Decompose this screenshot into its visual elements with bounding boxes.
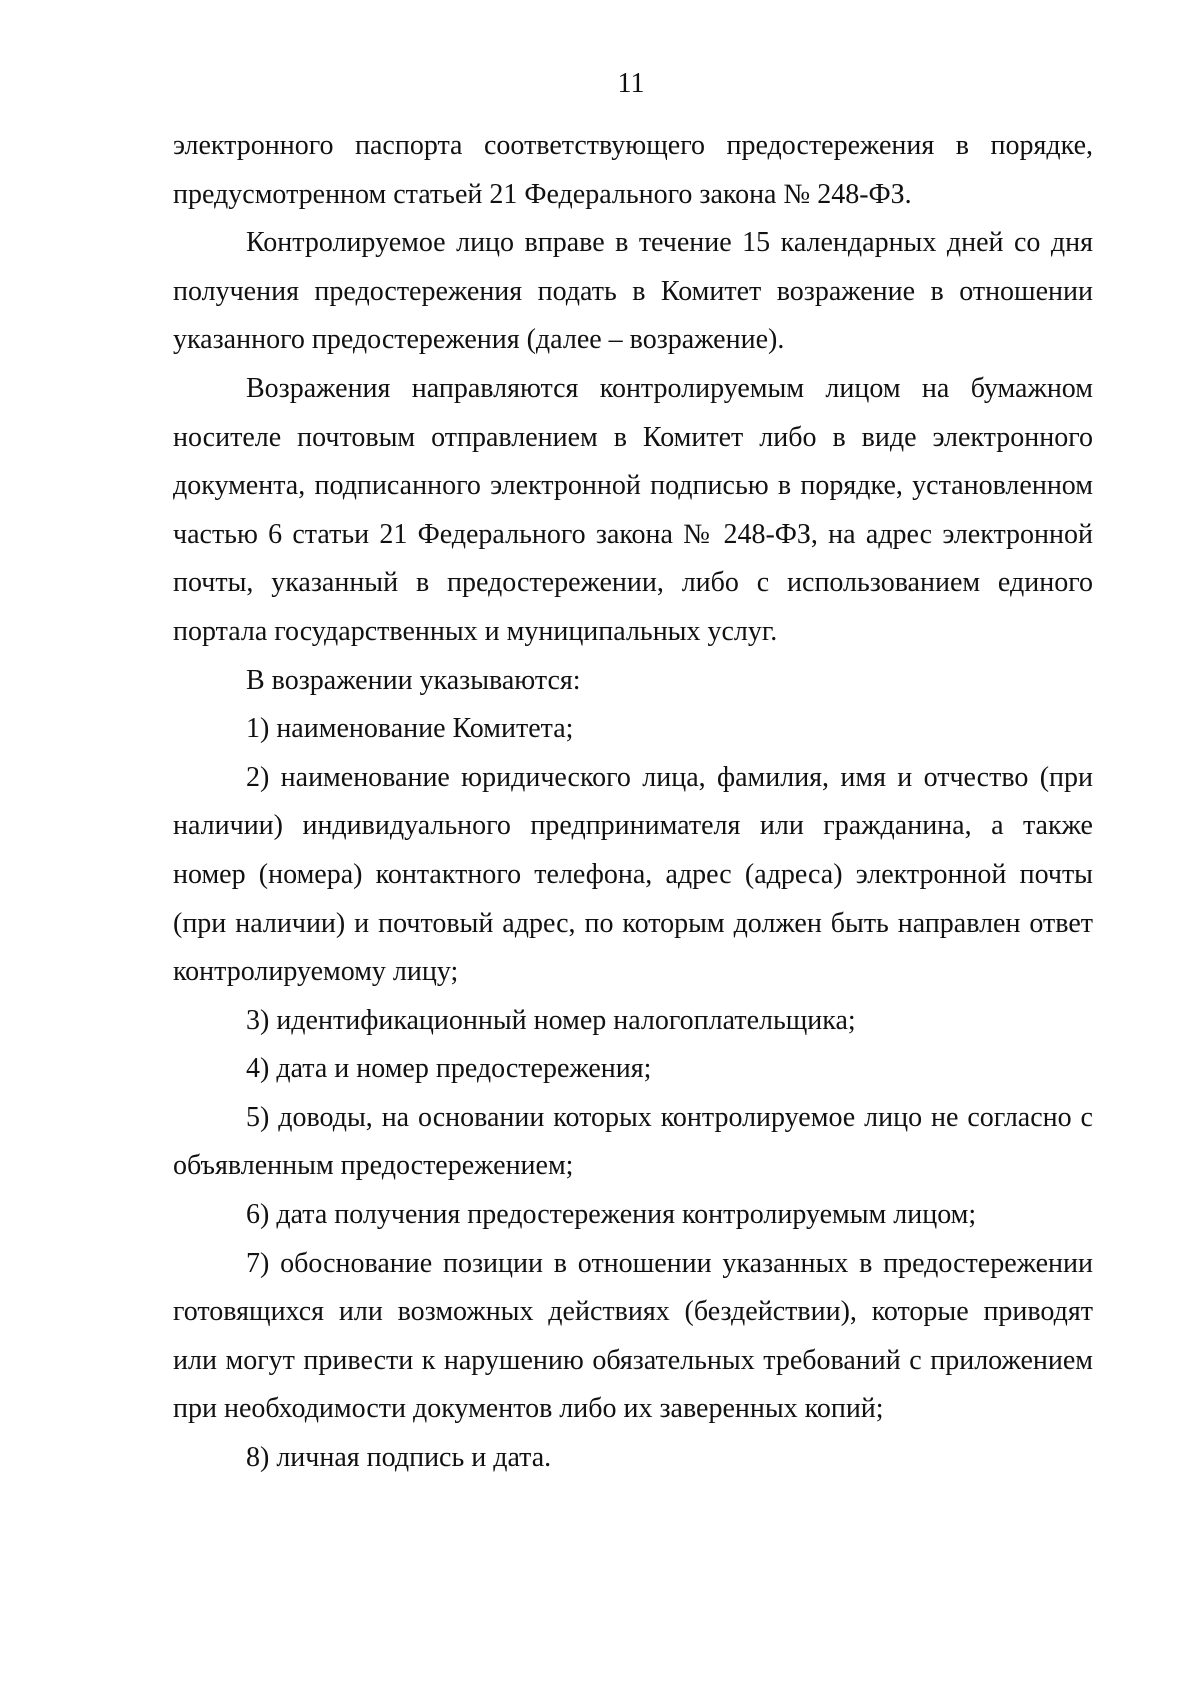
paragraph-continuation: электронного паспорта соответствующего предостережения в порядке, предусмотренном статьей 21 Федерального закона № 248-ФЗ. [173,130,1093,210]
list-item-8: 8) личная подпись и дата. [246,1442,552,1474]
list-item-4: 4) дата и номер предостережения; [246,1053,652,1085]
list-item-7: 7) обоснование позиции в отношении указанных в предостережении готовящихся или возможных действиях (бездействии), которые приводят или могут привести к нарушению обязательных требований с приложением при необходимости документов либо их заверенных копий; [173,1247,1093,1425]
list-item-2: 2) наименование юридического лица, фамилия, имя и отчество (при наличии) индивидуального предпринимателя или гражданина, а также номер (номера) контактного телефона, адрес (адреса) электронной почты (при наличии) и почтовый адрес, по которым должен быть направлен ответ контролируемому лицу; [173,761,1093,988]
paragraph-objection-right: Контролируемое лицо вправе в течение 15 календарных дней со дня получения предостережения подать в Комитет возражение в отношении указанного предостережения (далее – возражение). [173,227,1093,356]
page-number: 11 [617,68,645,99]
paragraph-objection-submission: Возражения направляются контролируемым лицом на бумажном носителе почтовым отправлением в Комитет либо в виде электронного документа, подписанного электронной подписью в порядке, установленном частью 6 статьи 21 Федерального закона № 248-ФЗ, на адрес электронной почты, указанный в предостережении, либо с использованием единого портала государственных и муниципальных услуг. [173,372,1093,647]
list-item-5: 5) доводы, на основании которых контролируемое лицо не согласно с объявленным предостережением; [173,1101,1093,1182]
list-item-3: 3) идентификационный номер налогоплательщика; [246,1004,856,1036]
paragraph-objection-contents-intro: В возражении указываются: [246,664,581,696]
list-item-6: 6) дата получения предостережения контролируемым лицом; [246,1199,977,1231]
list-item-1: 1) наименование Комитета; [246,713,574,745]
document-body [173,122,1093,1483]
